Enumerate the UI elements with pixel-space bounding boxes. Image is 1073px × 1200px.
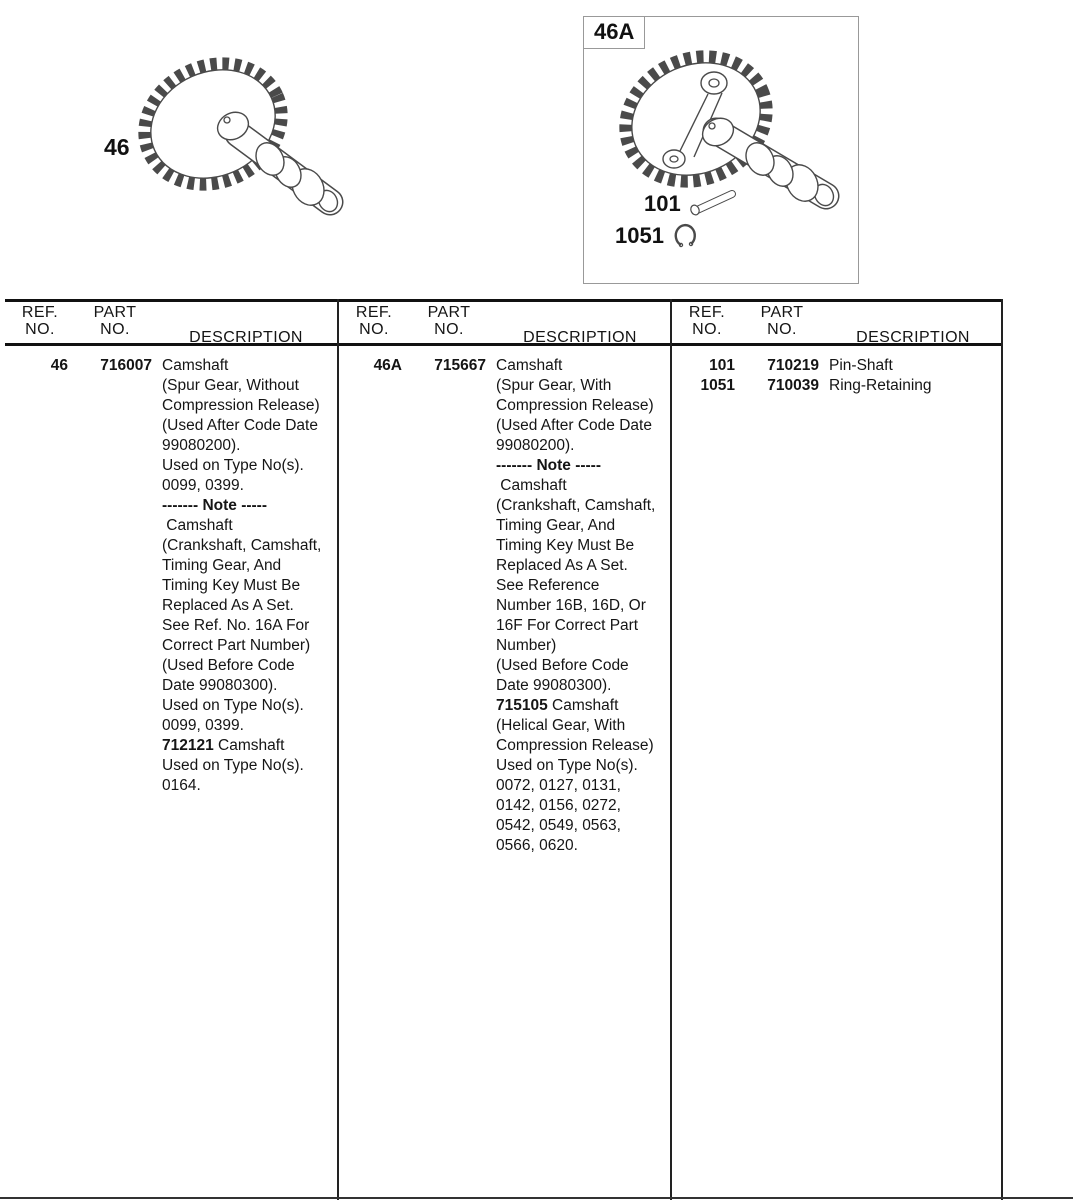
description-line: Used on Type No(s). (496, 757, 638, 774)
description-line: Date 99080300). (162, 677, 278, 694)
entries (673, 356, 1003, 396)
description-line: Ring-Retaining (829, 377, 932, 394)
part-no: 715667 (434, 357, 486, 374)
description-line: (Used After Code Date (162, 417, 318, 434)
part-entry (673, 356, 1003, 376)
part-description (162, 356, 336, 796)
description-line: 99080200). (162, 437, 241, 454)
description-header: DESCRIPTION (856, 329, 970, 346)
description-line: Compression Release) (162, 397, 320, 414)
description-line: Camshaft (496, 357, 563, 374)
ref-no-header: REF. NO. (688, 304, 726, 338)
parts-column-2 (340, 299, 670, 856)
description-line: Used on Type No(s). (162, 457, 304, 474)
description-line: Replaced As A Set. (162, 597, 294, 614)
description-line: See Reference (496, 577, 600, 594)
ref-no: 46A (373, 357, 402, 374)
table-header (6, 299, 336, 346)
description-line: Camshaft (162, 357, 229, 374)
description-line: 0142, 0156, 0272, (496, 797, 621, 814)
description-line: See Ref. No. 16A For (162, 617, 310, 634)
part-no: 710219 (767, 357, 819, 374)
part-entry (6, 356, 336, 796)
description-line: 0099, 0399. (162, 477, 244, 494)
ref-no: 101 (709, 357, 735, 374)
ring-1051-drawing (671, 219, 701, 251)
description-line: Compression Release) (496, 397, 654, 414)
description-line: ------- Note ----- (162, 497, 267, 514)
parts-column-3 (673, 299, 1003, 396)
description-line: (Helical Gear, With (496, 717, 626, 734)
entries (340, 356, 670, 856)
description-line: Camshaft (162, 517, 233, 534)
description-header: DESCRIPTION (189, 329, 303, 346)
description-line: (Used After Code Date (496, 417, 652, 434)
description-line: Pin-Shaft (829, 357, 893, 374)
description-line: 715105 Camshaft (496, 697, 619, 714)
description-line: Correct Part Number) (162, 637, 311, 654)
description-line: (Crankshaft, Camshaft, (496, 497, 656, 514)
description-line: (Spur Gear, With (496, 377, 612, 394)
part-no: 716007 (100, 357, 152, 374)
figure-46-label: 46 (104, 134, 130, 160)
description-line: 0072, 0127, 0131, (496, 777, 621, 794)
description-line: 0099, 0399. (162, 717, 244, 734)
description-line: (Used Before Code (496, 657, 629, 674)
description-header: DESCRIPTION (523, 329, 637, 346)
part-entry (673, 376, 1003, 396)
page-bottom-rule (0, 1197, 1073, 1199)
part-no-header: PART NO. (93, 304, 137, 338)
description-line: Replaced As A Set. (496, 557, 628, 574)
table-right-border (1001, 299, 1003, 1200)
table-divider-1 (337, 299, 339, 1200)
description-line: Timing Gear, And (496, 517, 616, 534)
description-line: 0164. (162, 777, 201, 794)
camshaft-46-drawing (138, 46, 353, 221)
table-header (673, 299, 1003, 346)
ref-no: 1051 (700, 377, 735, 394)
description-line: 16F For Correct Part (496, 617, 639, 634)
ref-no-header: REF. NO. (355, 304, 393, 338)
part-no: 710039 (767, 377, 819, 394)
part-no-header: PART NO. (427, 304, 471, 338)
description-line: ------- Note ----- (496, 457, 601, 474)
description-line: Used on Type No(s). (162, 697, 304, 714)
description-line: Number 16B, 16D, Or (496, 597, 646, 614)
description-line: Timing Key Must Be (496, 537, 635, 554)
figure-46a-box (583, 16, 859, 284)
ref-no: 46 (50, 357, 68, 374)
part-description (496, 356, 670, 856)
description-line: Timing Key Must Be (162, 577, 301, 594)
ref-no-header: REF. NO. (21, 304, 59, 338)
part-description (829, 356, 1003, 376)
entries (6, 356, 336, 796)
description-line: (Used Before Code (162, 657, 295, 674)
parts-column-1 (6, 299, 336, 796)
description-line: (Crankshaft, Camshaft, (162, 537, 322, 554)
description-line: Date 99080300). (496, 677, 612, 694)
description-line: 99080200). (496, 437, 575, 454)
ring-1051-label: 1051 (615, 223, 664, 248)
table-header (340, 299, 670, 346)
description-line: Compression Release) (496, 737, 654, 754)
description-line: 0542, 0549, 0563, (496, 817, 621, 834)
figure-46a-label: 46A (583, 16, 645, 49)
description-line: 0566, 0620. (496, 837, 578, 854)
part-no-header: PART NO. (760, 304, 804, 338)
description-line: Used on Type No(s). (162, 757, 304, 774)
pin-101-drawing (684, 185, 742, 219)
description-line: 712121 Camshaft (162, 737, 285, 754)
description-line: Number) (496, 637, 557, 654)
part-description (829, 376, 1003, 396)
pin-101-label: 101 (644, 191, 681, 216)
description-line: Timing Gear, And (162, 557, 282, 574)
description-line: Camshaft (496, 477, 567, 494)
table-divider-2 (670, 299, 672, 1200)
part-entry (340, 356, 670, 856)
description-line: (Spur Gear, Without (162, 377, 299, 394)
